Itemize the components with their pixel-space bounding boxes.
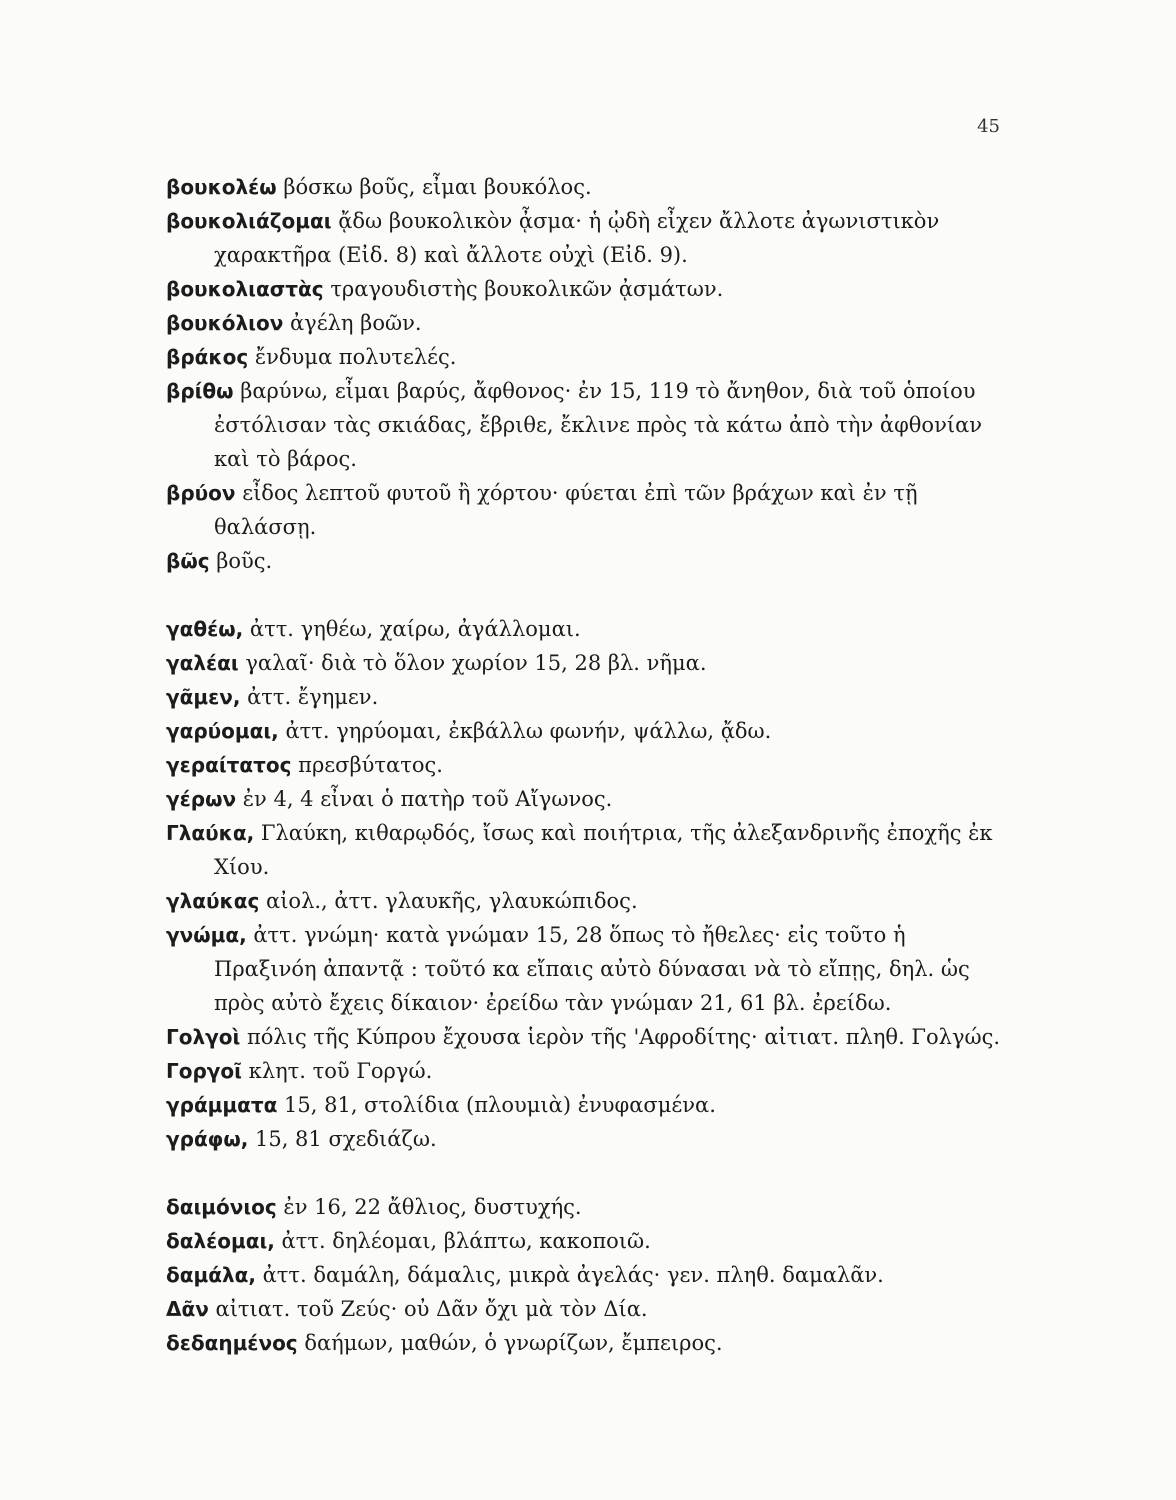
entry-definition: κλητ. τοῦ Γοργώ. [241, 1059, 433, 1083]
entry-definition: βοῦς. [209, 549, 273, 573]
glossary-entry [166, 918, 1011, 1020]
glossary-entry [166, 1190, 1011, 1224]
entry-headword: Δᾶν [166, 1297, 209, 1321]
glossary-entry [166, 1292, 1011, 1326]
glossary-entry [166, 272, 1011, 306]
entry-headword: βουκολέω [166, 175, 277, 199]
entry-definition: ᾄδω βουκολικὸν ᾆσμα· ἡ ᾠδὴ εἶχεν ἄλλοτε ἀγωνιστικὸν χαρακτῆρα (Εἰδ. 8) καὶ ἄλλοτε οὐχὶ (Εἰδ. 9). [214, 209, 940, 267]
entry-definition: ἔνδυμα πολυτελές. [248, 345, 457, 369]
entry-definition: ἀττ. δηλέομαι, βλάπτω, κακοποιῶ. [274, 1229, 651, 1253]
entry-headword: γλαύκας [166, 889, 260, 913]
glossary-entry [166, 748, 1011, 782]
entry-definition: γαλαῖ· διὰ τὸ ὅλον χωρίον 15, 28 βλ. νῆμα. [238, 651, 707, 675]
glossary-entry [166, 782, 1011, 816]
entry-headword: βουκολιάζομαι [166, 209, 332, 233]
entry-definition: ἐν 4, 4 εἶναι ὁ πατὴρ τοῦ Αἴγωνος. [236, 787, 613, 811]
entry-definition: ἀγέλη βοῶν. [283, 311, 422, 335]
glossary-entry [166, 544, 1011, 578]
glossary-entry [166, 340, 1011, 374]
entry-definition: βαρύνω, εἶμαι βαρύς, ἄφθονος· ἐν 15, 119 τὸ ἄνηθον, διὰ τοῦ ὁποίου ἐστόλισαν τὰς σκιάδας, ἔβριθε, ἔκλινε πρὸς τὰ κάτω ἀπὸ τὴν ἀφθονίαν καὶ τὸ βάρος. [214, 379, 983, 471]
glossary-entry [166, 612, 1011, 646]
glossary-entry [166, 204, 1011, 272]
entry-headword: Γοργοῖ [166, 1059, 242, 1083]
entry-headword: δεδαημένος [166, 1331, 298, 1355]
entry-headword: Γολγοὶ [166, 1025, 241, 1049]
entry-definition: αἰτιατ. τοῦ Ζεύς· οὐ Δᾶν ὄχι μὰ τὸν Δία. [208, 1297, 648, 1321]
glossary-entry [166, 374, 1011, 476]
entry-headword: βρύον [166, 481, 236, 505]
entry-definition: Γλαύκη, κιθαρῳδός, ἴσως καὶ ποιήτρια, τῆς ἀλεξανδρινῆς ἐποχῆς ἐκ Χίου. [214, 821, 993, 879]
glossary-entry [166, 714, 1011, 748]
glossary-entry [166, 1054, 1011, 1088]
entry-definition: αἰολ., ἀττ. γλαυκῆς, γλαυκώπιδος. [259, 889, 638, 913]
entry-headword: γαλέαι [166, 651, 239, 675]
entry-definition: ἀττ. δαμάλη, δάμαλις, μικρὰ ἀγελάς· γεν. πληθ. δαμαλᾶν. [255, 1263, 884, 1287]
glossary-entry [166, 1224, 1011, 1258]
glossary [166, 170, 1011, 1360]
entry-headword: δαλέομαι, [166, 1229, 275, 1253]
entry-headword: βρίθω [166, 379, 234, 403]
glossary-entry [166, 816, 1011, 884]
entry-headword: βουκολιαστὰς [166, 277, 324, 301]
entry-definition: ἀττ. ἔγημεν. [240, 685, 379, 709]
entry-headword: δαιμόνιος [166, 1195, 277, 1219]
glossary-entry [166, 1122, 1011, 1156]
entry-definition: πρεσβύτατος. [291, 753, 443, 777]
entry-definition: 15, 81, στολίδια (πλουμιὰ) ἐνυφασμένα. [277, 1093, 716, 1117]
glossary-entry [166, 884, 1011, 918]
entry-definition: βόσκω βοῦς, εἶμαι βουκόλος. [276, 175, 592, 199]
page-number: 45 [977, 116, 1000, 137]
entry-headword: Γλαύκα, [166, 821, 255, 845]
glossary-entry [166, 1088, 1011, 1122]
entry-definition: 15, 81 σχεδιάζω. [248, 1127, 437, 1151]
entry-headword: γνώμα, [166, 923, 247, 947]
entry-headword: γέρων [166, 787, 237, 811]
glossary-entry [166, 306, 1011, 340]
entry-definition: πόλις τῆς Κύπρου ἔχουσα ἱερὸν τῆς 'Αφροδίτης· αἰτιατ. πληθ. Γολγώς. [240, 1025, 1001, 1049]
entry-definition: εἶδος λεπτοῦ φυτοῦ ἢ χόρτου· φύεται ἐπὶ τῶν βράχων καὶ ἐν τῇ θαλάσσῃ. [214, 481, 918, 539]
entry-headword: γᾶμεν, [166, 685, 241, 709]
entry-headword: γαθέω, [166, 617, 244, 641]
entry-headword: βῶς [166, 549, 210, 573]
glossary-entry [166, 1020, 1011, 1054]
entry-definition: ἀττ. γνώμη· κατὰ γνώμαν 15, 28 ὅπως τὸ ἤθελες· εἰς τοῦτο ἡ Πραξινόη ἀπαντᾷ : τοῦτό κα εἴπαις αὐτὸ δύνασαι νὰ τὸ εἴπῃς, δηλ. ὡς πρὸς αὐτὸ ἔχεις δίκαιον· ἐρείδω τὰν γνώμαν 21, 61 βλ. ἐρείδω. [214, 923, 970, 1015]
entry-headword: γράφω, [166, 1127, 249, 1151]
entry-definition: ἀττ. γηρύομαι, ἐκβάλλω φωνήν, ψάλλω, ᾄδω. [278, 719, 772, 743]
entry-headword: βουκόλιον [166, 311, 284, 335]
glossary-entry [166, 680, 1011, 714]
glossary-entry [166, 1326, 1011, 1360]
entry-headword: γαρύομαι, [166, 719, 279, 743]
glossary-entry [166, 646, 1011, 680]
entry-headword: γράμματα [166, 1093, 278, 1117]
entry-headword: βράκος [166, 345, 249, 369]
entry-definition: τραγουδιστὴς βουκολικῶν ᾀσμάτων. [323, 277, 724, 301]
glossary-entry [166, 170, 1011, 204]
entry-definition: ἐν 16, 22 ἄθλιος, δυστυχής. [276, 1195, 582, 1219]
entry-headword: γεραίτατος [166, 753, 292, 777]
entry-definition: δαήμων, μαθών, ὁ γνωρίζων, ἔμπειρος. [297, 1331, 723, 1355]
entry-definition: ἀττ. γηθέω, χαίρω, ἀγάλλομαι. [243, 617, 581, 641]
glossary-entry [166, 1258, 1011, 1292]
entry-headword: δαμάλα, [166, 1263, 256, 1287]
glossary-entry [166, 476, 1011, 544]
